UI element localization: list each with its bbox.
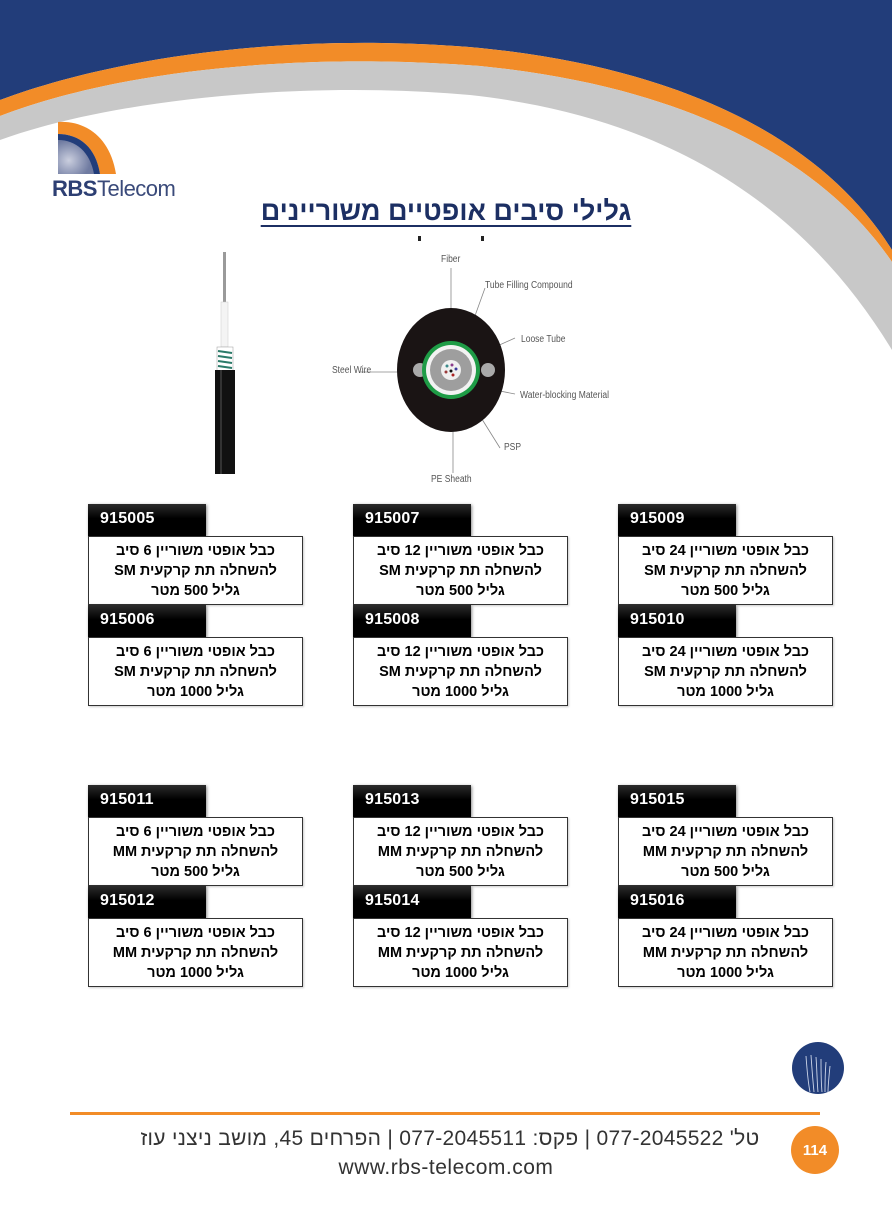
product-description: כבל אופטי משוריין 6 סיב להשחלה תת קרקעית SM גליל 1000 מטר xyxy=(88,637,303,706)
cable-cross-section-diagram xyxy=(325,248,625,488)
product-card xyxy=(618,785,834,889)
product-card xyxy=(88,886,304,990)
label-water-blocking: Water-blocking Material xyxy=(520,390,609,401)
product-description: כבל אופטי משוריין 6 סיב להשחלה תת קרקעית SM גליל 500 מטר xyxy=(88,536,303,605)
label-psp: PSP xyxy=(504,442,522,453)
footer-website-url: www.rbs-telecom.com xyxy=(338,1156,554,1179)
product-card xyxy=(618,886,834,990)
product-code: 915014 xyxy=(353,886,471,918)
product-description: כבל אופטי משוריין 6 סיב להשחלה תת קרקעית MM גליל 1000 מטר xyxy=(88,918,303,987)
product-code: 915010 xyxy=(618,605,736,637)
product-description: כבל אופטי משוריין 24 סיב להשחלה תת קרקעית SM גליל 1000 מטר xyxy=(618,637,833,706)
product-card xyxy=(618,504,834,608)
rbs-telecom-logo xyxy=(52,118,192,204)
product-description: כבל אופטי משוריין 6 סיב להשחלה תת קרקעית MM גליל 500 מטר xyxy=(88,817,303,886)
product-description: כבל אופטי משוריין 12 סיב להשחלה תת קרקעית SM גליל 1000 מטר xyxy=(353,637,568,706)
footer-contact-info: טל' 077-2045522 | פקס: 077-2045511 | הפרחים 45, מושב ניצני עוז xyxy=(140,1127,760,1150)
product-description: כבל אופטי משוריין 12 סיב להשחלה תת קרקעית SM גליל 500 מטר xyxy=(353,536,568,605)
product-card xyxy=(88,504,304,608)
logo-wordmark: RBSTelecom xyxy=(52,176,176,201)
product-card xyxy=(353,785,569,889)
product-code: 915016 xyxy=(618,886,736,918)
product-card xyxy=(618,605,834,709)
product-description: כבל אופטי משוריין 12 סיב להשחלה תת קרקעית MM גליל 1000 מטר xyxy=(353,918,568,987)
product-card xyxy=(88,785,304,889)
armored-cable-photo xyxy=(205,252,245,474)
product-code: 915012 xyxy=(88,886,206,918)
product-code: 915005 xyxy=(88,504,206,536)
product-card xyxy=(88,605,304,709)
footer-divider xyxy=(70,1112,820,1115)
product-card xyxy=(353,605,569,709)
product-code: 915007 xyxy=(353,504,471,536)
product-description: כבל אופטי משוריין 24 סיב להשחלה תת קרקעית MM גליל 500 מטר xyxy=(618,817,833,886)
product-code: 915013 xyxy=(353,785,471,817)
page-title: גלילי סיבים אופטיים משוריינים xyxy=(260,196,632,226)
label-loose-tube: Loose Tube xyxy=(521,334,566,345)
fiber-optic-badge-icon xyxy=(792,1042,844,1094)
product-description: כבל אופטי משוריין 24 סיב להשחלה תת קרקעית MM גליל 1000 מטר xyxy=(618,918,833,987)
product-code: 915011 xyxy=(88,785,206,817)
product-code: 915009 xyxy=(618,504,736,536)
product-card xyxy=(353,504,569,608)
label-steel-wire: Steel Wire xyxy=(332,365,372,376)
page-number-badge: 114 xyxy=(791,1126,839,1174)
product-code: 915008 xyxy=(353,605,471,637)
logo-globe-icon xyxy=(54,118,118,176)
product-card xyxy=(353,886,569,990)
label-tube-filling: Tube Filling Compound xyxy=(485,280,573,291)
label-pe-sheath: PE Sheath xyxy=(431,474,472,485)
product-description: כבל אופטי משוריין 24 סיב להשחלה תת קרקעית SM גליל 500 מטר xyxy=(618,536,833,605)
label-fiber: Fiber xyxy=(441,254,461,265)
product-description: כבל אופטי משוריין 12 סיב להשחלה תת קרקעית MM גליל 500 מטר xyxy=(353,817,568,886)
product-code: 915006 xyxy=(88,605,206,637)
product-code: 915015 xyxy=(618,785,736,817)
